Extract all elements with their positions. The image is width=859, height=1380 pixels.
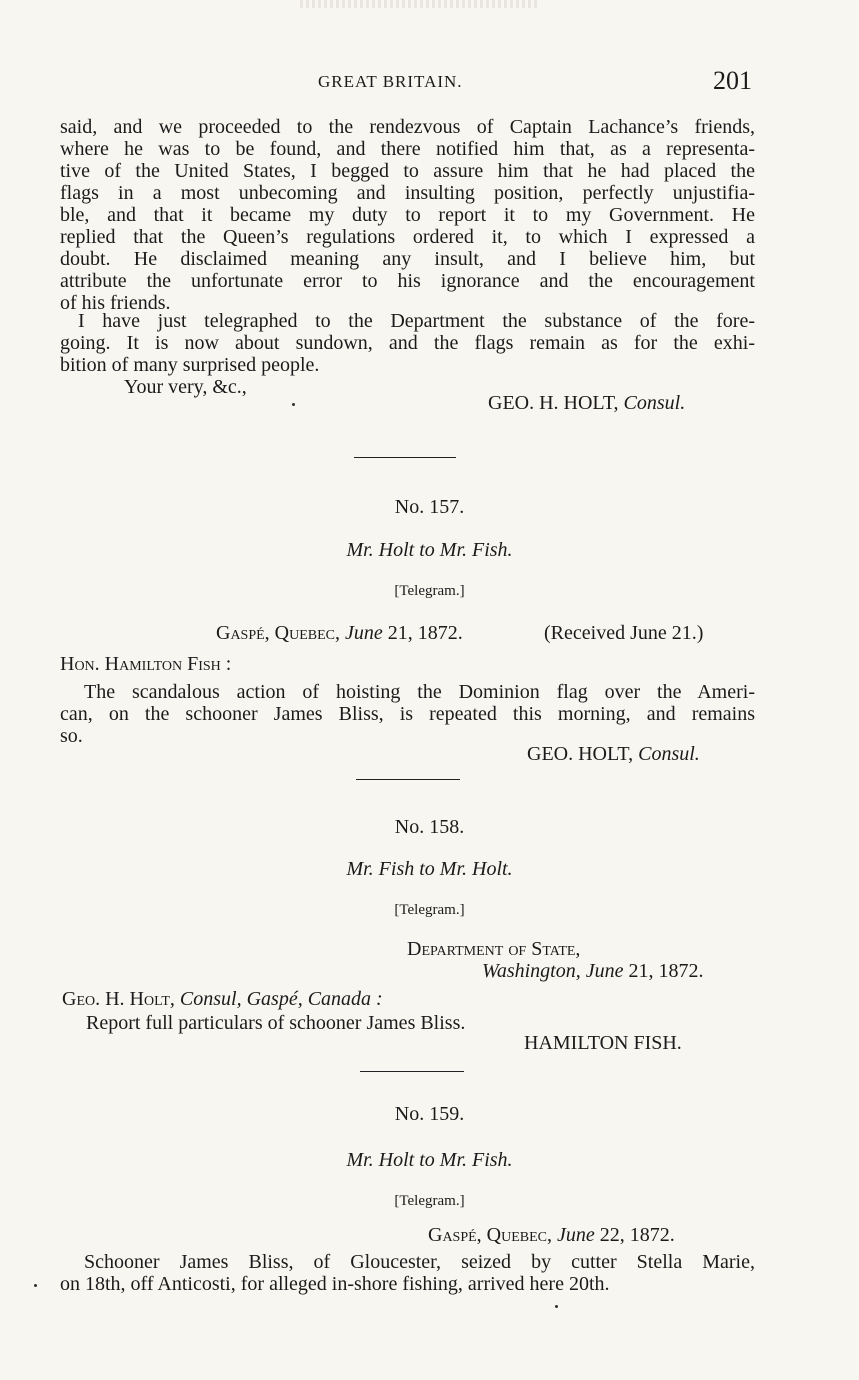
doc-158-from-to: Mr. Fish to Mr. Holt. xyxy=(346,858,513,880)
text-line: can, on the schooner James Bliss, is repeated this morning, and remains xyxy=(60,703,755,725)
doc-158-body: Report full particulars of schooner James Bliss. xyxy=(86,1012,466,1034)
doc-159-from-to: Mr. Holt to Mr. Fish. xyxy=(346,1149,513,1171)
dateline-month: June xyxy=(345,622,383,644)
text-line: The scandalous action of hoisting the Dominion flag over the Ameri- xyxy=(84,681,755,703)
addressee-location: Consul, Gaspé, Canada : xyxy=(179,988,383,1010)
doc-157-from-to: Mr. Holt to Mr. Fish. xyxy=(346,539,513,561)
section-divider xyxy=(360,1071,464,1072)
doc-159-telegram-label: [Telegram.] xyxy=(394,1193,465,1209)
text-line: where he was to be found, and there notified him that, as a representa- xyxy=(60,138,755,160)
text-line: I have just telegraphed to the Department the substance of the fore- xyxy=(78,310,755,332)
doc-157-signature xyxy=(527,743,700,766)
text-line: replied that the Queen’s regulations ordered it, to which I expressed a xyxy=(60,226,755,248)
section-divider xyxy=(354,457,456,458)
ink-speck xyxy=(555,1305,558,1308)
dateline-place: Gaspé, Quebec, xyxy=(428,1224,553,1246)
page-header xyxy=(0,68,859,98)
text-line: Schooner James Bliss, of Gloucester, seized by cutter Stella Marie, xyxy=(84,1251,755,1273)
signature-title: Consul. xyxy=(638,743,700,765)
doc-158-signature: HAMILTON FISH. xyxy=(524,1032,682,1054)
signature-name: GEO. HOLT, xyxy=(527,743,634,765)
page-number: 201 xyxy=(713,66,752,95)
doc-158-dateline xyxy=(482,960,703,983)
text-line: on 18th, off Anticosti, for alleged in-shore fishing, arrived here 20th. xyxy=(60,1273,610,1295)
text-line: tive of the United States, I begged to assure him that he had placed the xyxy=(60,160,755,182)
signature-title: Consul. xyxy=(623,392,686,414)
text-line: bition of many surprised people. xyxy=(60,354,320,376)
text-line: said, and we proceeded to the rendezvous of Captain Lachance’s friends, xyxy=(60,116,755,138)
dateline-place: Washington, June xyxy=(482,960,624,982)
text-line: of his friends. xyxy=(60,292,171,314)
doc-158-number: No. 158. xyxy=(394,816,465,838)
doc-157-dateline xyxy=(216,622,463,645)
addressee-name: Geo. H. Holt, xyxy=(62,988,175,1010)
letter-body-paragraph-1 xyxy=(60,116,755,314)
text-line: attribute the unfortunate error to his ignorance and the encouragement xyxy=(60,270,755,292)
doc-157-body xyxy=(60,681,755,747)
text-line: flags in a most unbecoming and insulting position, perfectly unjustifia- xyxy=(60,182,755,204)
letter-closing: Your very, &c., xyxy=(124,376,247,398)
doc-158-telegram-label: [Telegram.] xyxy=(394,902,465,918)
running-head: GREAT BRITAIN. xyxy=(318,72,463,91)
text-line: doubt. He disclaimed meaning any insult, and I believe him, but xyxy=(60,248,755,270)
doc-158-department: Department of State, xyxy=(407,938,581,960)
doc-157-telegram-label: [Telegram.] xyxy=(394,583,465,599)
ink-speck xyxy=(292,403,295,406)
addressee-colon: : xyxy=(225,653,232,675)
doc-159-number: No. 159. xyxy=(394,1103,465,1125)
ink-speck xyxy=(34,1284,37,1287)
section-divider xyxy=(356,779,460,780)
doc-157-number: No. 157. xyxy=(394,496,465,518)
signature-name: GEO. H. HOLT, xyxy=(488,392,619,414)
text-line: ble, and that it became my duty to report it to my Government. He xyxy=(60,204,755,226)
dateline-date: 22, 1872. xyxy=(599,1224,675,1246)
addressee-name: Hon. Hamilton Fish xyxy=(60,653,221,675)
doc-157-received: (Received June 21.) xyxy=(544,622,704,644)
text-line: so. xyxy=(60,725,83,747)
text-line: going. It is now about sundown, and the flags remain as for the exhi- xyxy=(60,332,755,354)
doc-158-addressee xyxy=(62,988,383,1011)
doc-157-addressee xyxy=(60,653,231,676)
letter-signature xyxy=(488,392,685,415)
scan-edge-artifact xyxy=(300,0,540,8)
doc-159-dateline xyxy=(428,1224,675,1247)
dateline-date: 21, 1872. xyxy=(387,622,463,644)
dateline-date: 21, 1872. xyxy=(628,960,704,982)
doc-159-body xyxy=(60,1251,755,1295)
letter-body-paragraph-2 xyxy=(60,310,755,376)
dateline-month: June xyxy=(557,1224,595,1246)
dateline-place: Gaspé, Quebec, xyxy=(216,622,341,644)
